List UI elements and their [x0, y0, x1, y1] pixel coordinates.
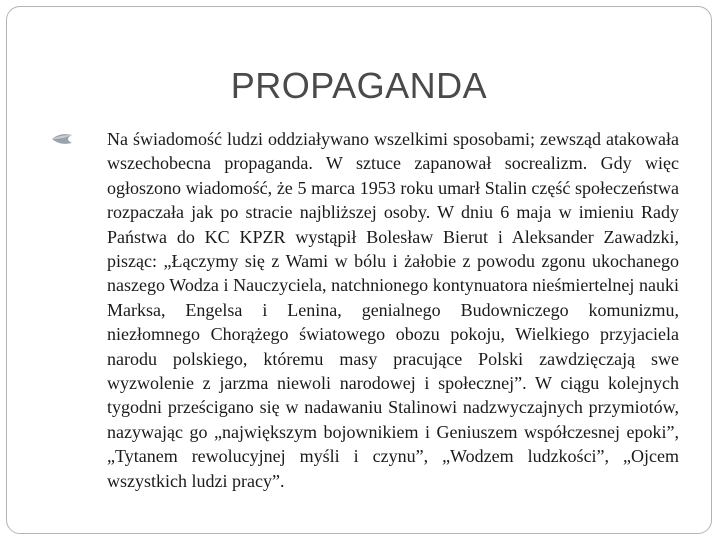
slide-body [77, 127, 679, 493]
slide-frame [6, 6, 712, 534]
wedge-bullet-icon [51, 131, 73, 147]
body-paragraph: Na świadomość ludzi oddziaływano wszelkimi sposobami; zewsząd atakowała wszechobecna propaganda. W sztuce zapanował socrealizm. Gdy więc ogłoszono wiadomość, że 5 marca 1953 roku umarł Stalin część społeczeństwa rozpaczała jak po stracie najbliższej osoby. W dniu 6 maja w imieniu Rady Państwa do KC KPZR wystąpił Bolesław Bierut i Aleksander Zawadzki, pisząc: „Łączymy się z Wami w bólu i żałobie z powodu zgonu ukochanego naszego Wodza i Nauczyciela, natchnionego kontynuatora nieśmiertelnej nauki Marksa, Engelsa i Lenina, genialnego Budowniczego komunizmu, niezłomnego Chorążego światowego obozu pokoju, Wielkiego przyjaciela narodu polskiego, któremu masy pracujące Polski zawdzięczają swe wyzwolenie z jarzma niewoli narodowej i społecznej”. W ciągu kolejnych tygodni prześcigano się w nadawaniu Stalinowi nadzwyczajnych przymiotów, nazywając go „największym bojownikiem i Geniuszem współczesnej epoki”, „Tytanem rewolucyjnej myśli i czynu”, „Wodzem ludzkości”, „Ojcem wszystkich ludzi pracy”. [107, 129, 679, 491]
slide-title: PROPAGANDA [230, 65, 488, 106]
